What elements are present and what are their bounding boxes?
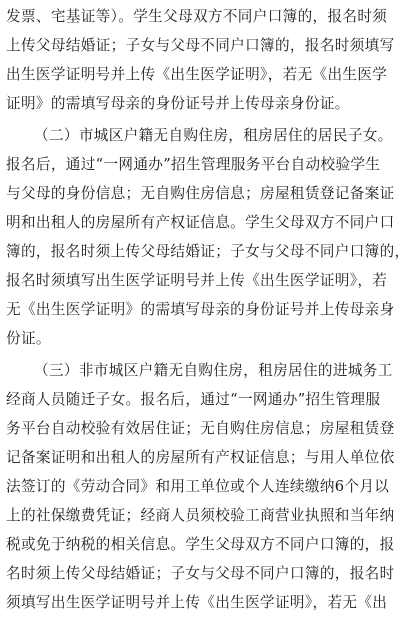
paragraph-line: 无《出生医学证明》的需填写母亲的身份证号并上传母亲身 [6, 301, 395, 318]
paragraph-line: 报名时须填写出生医学证明号并上传《出生医学证明》，若 [6, 272, 388, 289]
paragraph-line: 经商人员随迁子女。报名后，通过“一网通办”招生管理服 [6, 391, 381, 408]
paragraph-line: 税或免于纳税的相关信息。学生父母双方不同户口簿的，报 [6, 536, 395, 553]
paragraph-line: 法签订的《劳动合同》和用工单位或个人连续缴纳6个月以 [6, 478, 390, 495]
paragraph-line: 须填写出生医学证明号并上传《出生医学证明》，若无《出 [6, 594, 388, 611]
paragraph-line: 出生医学证明号并上传《出生医学证明》，若无《出生医学 [6, 66, 388, 83]
paragraph-line: 上的社保缴费凭证；经商人员须校验工商营业执照和当年纳 [6, 507, 395, 524]
paragraph-line: 报名后，通过“一网通办”招生管理服务平台自动校验学生 [6, 156, 381, 173]
paragraph-line: 名时须上传父母结婚证；子女与父母不同户口簿的，报名时 [6, 565, 395, 582]
section-heading-two: （二）市城区户籍无自购住房，租房居住的居民子女。 [34, 127, 393, 144]
paragraph-line: 务平台自动校验有效居住证；无自购住房信息；房屋租赁登 [6, 420, 395, 437]
paragraph-line: 份证。 [6, 330, 51, 347]
section-heading-three: （三）非市城区户籍无自购住房，租房居住的进城务工 [34, 362, 393, 379]
paragraph-line: 记备案证明和出租人的房屋所有产权证信息；与用人单位依 [6, 449, 395, 466]
paragraph-line: 簿的，报名时须上传父母结婚证；子女与父母不同户口簿的， [6, 243, 410, 260]
paragraph-line: 证明》的需填写母亲的身份证号并上传母亲身份证。 [6, 95, 350, 112]
paragraph-line: 发票、宅基证等）。学生父母双方不同户口簿的，报名时须 [6, 8, 388, 25]
paragraph-line: 上传父母结婚证；子女与父母不同户口簿的，报名时须填写 [6, 37, 395, 54]
paragraph-line: 与父母的身份信息；无自购住房信息；房屋租赁登记备案证 [6, 185, 395, 202]
paragraph-line: 明和出租人的房屋所有产权证信息。学生父母双方不同户口 [6, 214, 395, 231]
